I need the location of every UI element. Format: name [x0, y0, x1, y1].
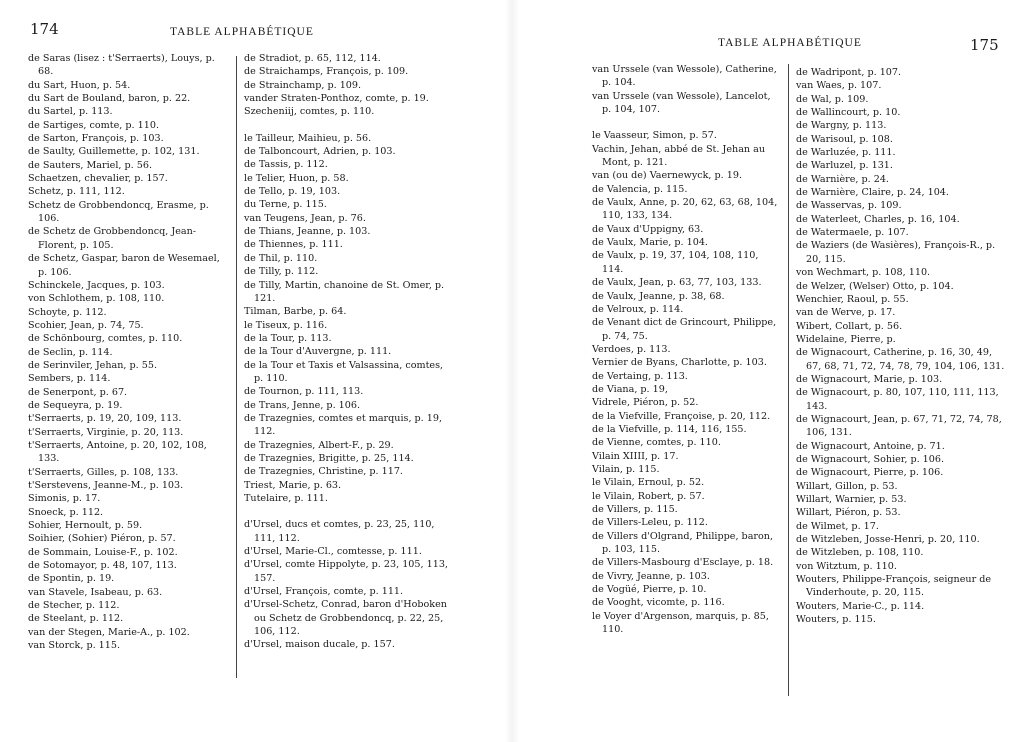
index-entry: de Warluzel, p. 131.: [796, 160, 893, 172]
page-number: 174: [30, 20, 59, 38]
index-entry: de Viana, p. 19,: [592, 383, 668, 395]
index-entry: de Saras (lisez : t'Serraerts), Louys, p. 68.: [28, 53, 215, 78]
index-entry: d'Ursel, comte Hippolyte, p. 23, 105, 113, 157.: [244, 559, 448, 584]
index-entry: de Wignacourt, Pierre, p. 106.: [796, 467, 944, 479]
index-entry: d'Ursel, Marie-Cl., comtesse, p. 111.: [244, 546, 422, 558]
index-entry: de Vaux d'Uppigny, 63.: [592, 223, 704, 235]
index-column: [592, 63, 782, 636]
index-entry: le Vilain, Ernoul, p. 52.: [592, 477, 705, 489]
index-column: [796, 66, 1006, 626]
index-entry: de Vivry, Jeanne, p. 103.: [592, 570, 710, 582]
right-page: [512, 0, 1024, 742]
index-entry: de Wignacourt, Sohier, p. 106.: [796, 453, 945, 465]
index-entry: de Venant dict de Grincourt, Philippe, p. 74, 75.: [592, 317, 777, 342]
index-entry: Wouters, Marie-C., p. 114.: [796, 600, 925, 612]
index-entry: Scohier, Jean, p. 74, 75.: [28, 319, 144, 331]
index-entry: du Terne, p. 115.: [244, 199, 327, 211]
index-entry: de Straichamps, François, p. 109.: [244, 66, 409, 78]
index-entry: Willart, Gillon, p. 53.: [796, 480, 898, 492]
index-entry: de Vaulx, Marie, p. 104.: [592, 237, 708, 249]
index-entry: Vilain XIIII, p. 17.: [592, 450, 679, 462]
index-entry: Soihier, (Sohier) Piéron, p. 57.: [28, 533, 176, 545]
index-entry: le Vaasseur, Simon, p. 57.: [592, 130, 717, 142]
index-entry: le Voyer d'Argenson, marquis, p. 85, 110.: [592, 610, 769, 636]
index-entry: de Trazegnies, comtes et marquis, p. 19, 112.: [244, 412, 443, 438]
index-column: [28, 52, 226, 652]
index-entry: de la Tour d'Auvergne, p. 111.: [244, 346, 392, 358]
index-entry: de Thians, Jeanne, p. 103.: [244, 226, 371, 238]
index-entry: de Thiennes, p. 111.: [244, 239, 343, 251]
index-entry: de Schönbourg, comtes, p. 110.: [28, 333, 183, 345]
index-entry: de Strainchamp, p. 109.: [244, 79, 362, 91]
index-entry: de Sartiges, comte, p. 110.: [28, 119, 159, 131]
index-entry: de Steelant, p. 112.: [28, 613, 124, 625]
index-entry: de Vaulx, Jeanne, p. 38, 68.: [592, 290, 725, 302]
index-entry: de la Viefville, p. 114, 116, 155.: [592, 423, 747, 435]
index-entry: de Warnière, p. 24.: [796, 173, 889, 185]
index-entry: de Thil, p. 110.: [244, 252, 318, 264]
index-entry: de Waterleet, Charles, p. 16, 104.: [796, 213, 960, 225]
index-entry: d'Ursel, maison ducale, p. 157.: [244, 639, 395, 651]
index-entry: du Sartel, p. 113.: [28, 106, 113, 118]
index-entry: de Saulty, Guillemette, p. 102, 131.: [28, 146, 200, 158]
index-entry: de Velroux, p. 114.: [592, 303, 684, 315]
index-entry: van der Stegen, Marie-A., p. 102.: [28, 626, 190, 638]
index-entry: Vidrele, Piéron, p. 52.: [592, 397, 699, 409]
index-entry: Simonis, p. 17.: [28, 493, 101, 505]
index-entry: de Sotomayor, p. 48, 107, 113.: [28, 560, 177, 572]
index-entry: Triest, Marie, p. 63.: [244, 479, 342, 491]
column-rule: [788, 64, 789, 696]
index-entry: t'Serraerts, Virginie, p. 20, 113.: [28, 426, 184, 438]
index-entry: de Sauters, Mariel, p. 56.: [28, 159, 153, 171]
index-entry: Willart, Warnier, p. 53.: [796, 494, 907, 505]
index-entry: Tilman, Barbe, p. 64.: [244, 306, 347, 318]
index-entry: de Wargny, p. 113.: [796, 120, 887, 132]
index-entry: de Vienne, comtes, p. 110.: [592, 437, 721, 449]
index-entry: t'Serraerts, Gilles, p. 108, 133.: [28, 466, 179, 478]
index-entry: de Villers d'Olgrand, Philippe, baron, p. 103, 115.: [592, 530, 773, 556]
index-entry: von Schlothem, p. 108, 110.: [28, 293, 165, 305]
index-entry: de Stecher, p. 112.: [28, 600, 120, 612]
index-entry: de Witzleben, Josse-Henri, p. 20, 110.: [796, 534, 980, 546]
index-entry: van (ou de) Vaernewyck, p. 19.: [592, 170, 743, 182]
index-entry: de Vaulx, p. 19, 37, 104, 108, 110, 114.: [592, 250, 759, 275]
index-entry: Vilain, p. 115.: [592, 463, 660, 475]
index-entry: Widelaine, Pierre, p.: [796, 333, 896, 345]
index-entry: de la Tour et Taxis et Valsassina, comtes, p. 110.: [244, 359, 444, 384]
index-entry: van Waes, p. 107.: [796, 80, 882, 92]
index-entry: Verdoes, p. 113.: [592, 343, 671, 355]
index-entry: de Wadripont, p. 107.: [796, 67, 902, 78]
index-entry: Schoyte, p. 112.: [28, 306, 107, 318]
index-entry: de Watermaele, p. 107.: [796, 227, 909, 239]
index-entry: de Waziers (de Wasières), François-R., p. 20, 115.: [796, 240, 996, 265]
index-entry: de Trazegnies, Christine, p. 117.: [244, 466, 403, 478]
index-entry: de Witzleben, p. 108, 110.: [796, 547, 924, 559]
index-entry: de Vertaing, p. 113.: [592, 370, 688, 382]
index-entry: d'Ursel, François, comte, p. 111.: [244, 586, 404, 598]
index-entry: de Warisoul, p. 108.: [796, 133, 893, 145]
index-entry: de Vooght, vicomte, p. 116.: [592, 597, 725, 609]
index-entry: Schetz, p. 111, 112.: [28, 186, 125, 198]
index-entry: de Vogüé, Pierre, p. 10.: [592, 584, 707, 596]
index-entry: de Spontin, p. 19.: [28, 573, 115, 585]
index-entry: van Storck, p. 115.: [28, 640, 121, 652]
index-entry: von Wechmart, p. 108, 110.: [796, 267, 931, 279]
index-entry: d'Ursel, ducs et comtes, p. 23, 25, 110, 111, 112.: [244, 519, 435, 544]
index-entry: Wouters, Philippe-François, seigneur de Vinderhoute, p. 20, 115.: [796, 574, 992, 599]
index-entry: de Wignacourt, Jean, p. 67, 71, 72, 74, 78, 106, 131.: [796, 413, 1002, 439]
index-entry: de Tilly, Martin, chanoine de St. Omer, p. 121.: [244, 279, 445, 304]
index-entry: de Warnière, Claire, p. 24, 104.: [796, 187, 949, 199]
index-entry: de Welzer, (Welser) Otto, p. 104.: [796, 280, 954, 292]
index-entry: Snoeck, p. 112.: [28, 506, 104, 518]
index-entry: de Sarton, François, p. 103.: [28, 133, 164, 145]
index-entry: de Trazegnies, Albert-F., p. 29.: [244, 439, 394, 451]
index-entry: de Vaulx, Jean, p. 63, 77, 103, 133.: [592, 277, 762, 289]
index-entry: du Sart de Bouland, baron, p. 22.: [28, 93, 191, 105]
index-entry: van Urssele (van Wessole), Catherine, p. 104.: [592, 64, 777, 89]
index-entry: van Urssele (van Wessole), Lancelot, p. 104, 107.: [592, 90, 771, 116]
index-entry: Schinckele, Jacques, p. 103.: [28, 279, 165, 291]
index-entry: d'Ursel-Schetz, Conrad, baron d'Hoboken ou Schetz de Grobbendoncq, p. 22, 25, 106, 112.: [244, 599, 447, 638]
index-entry: de Seclin, p. 114.: [28, 346, 113, 358]
index-entry: von Witztum, p. 110.: [796, 560, 897, 572]
index-entry: de Schetz, Gaspar, baron de Wesemael, p. 106.: [28, 253, 220, 278]
index-entry: de Wignacourt, Marie, p. 103.: [796, 373, 943, 385]
index-entry: Szecheniij, comtes, p. 110.: [244, 106, 375, 118]
index-entry: de Villers-Masbourg d'Esclaye, p. 18.: [592, 557, 774, 569]
index-entry: van Teugens, Jean, p. 76.: [244, 212, 366, 224]
index-entry: de Villers, p. 115.: [592, 504, 678, 515]
index-entry: de Schetz de Grobbendoncq, Jean-Florent, p. 105.: [28, 226, 197, 251]
index-entry: Wenchier, Raoul, p. 55.: [796, 293, 909, 305]
running-title: TABLE ALPHABÉTIQUE: [170, 26, 314, 38]
index-entry: le Telier, Huon, p. 58.: [244, 172, 349, 184]
index-entry: de Senerpont, p. 67.: [28, 386, 128, 398]
running-title: TABLE ALPHABÉTIQUE: [718, 37, 862, 49]
index-entry: de Wasservas, p. 109.: [796, 200, 902, 212]
index-entry: de Serinviler, Jehan, p. 55.: [28, 359, 158, 371]
index-entry: le Vilain, Robert, p. 57.: [592, 490, 705, 502]
index-entry: de Warluzée, p. 111.: [796, 147, 896, 159]
index-entry: de Trazegnies, Brigitte, p. 25, 114.: [244, 452, 414, 464]
index-entry: de Villers-Leleu, p. 112.: [592, 517, 708, 529]
index-entry: de Wilmet, p. 17.: [796, 520, 879, 532]
index-entry: de Tello, p. 19, 103.: [244, 186, 341, 198]
index-entry: de Wignacourt, p. 80, 107, 110, 111, 113, 143.: [796, 387, 999, 412]
index-entry: Willart, Piéron, p. 53.: [796, 507, 901, 519]
index-entry: Wouters, p. 115.: [796, 614, 876, 626]
index-entry: Schetz de Grobbendoncq, Erasme, p. 106.: [28, 199, 209, 225]
index-entry: le Tailleur, Maihieu, p. 56.: [244, 132, 372, 144]
index-entry: de Tilly, p. 112.: [244, 266, 319, 278]
index-entry: de Stradiot, p. 65, 112, 114.: [244, 53, 381, 64]
index-entry: t'Serraerts, p. 19, 20, 109, 113.: [28, 413, 182, 425]
index-entry: de Trans, Jenne, p. 106.: [244, 399, 361, 411]
index-entry: Tutelaire, p. 111.: [244, 493, 328, 504]
index-entry: de Talboncourt, Adrien, p. 103.: [244, 146, 396, 158]
index-entry: de Valencia, p. 115.: [592, 183, 688, 195]
index-entry: Vernier de Byans, Charlotte, p. 103.: [592, 357, 767, 369]
index-entry: le Tiseux, p. 116.: [244, 319, 328, 331]
index-entry: de Sommain, Louise-F., p. 102.: [28, 546, 178, 558]
index-entry: van Stavele, Isabeau, p. 63.: [28, 586, 163, 598]
index-entry: de la Tour, p. 113.: [244, 332, 332, 344]
column-rule: [236, 56, 237, 678]
page-number: 175: [970, 36, 999, 54]
index-entry: Schaetzen, chevalier, p. 157.: [28, 173, 168, 185]
index-entry: de Sequeyra, p. 19.: [28, 399, 123, 411]
index-entry: t'Serraerts, Antoine, p. 20, 102, 108, 133.: [28, 439, 207, 465]
index-entry: de Tassis, p. 112.: [244, 159, 328, 171]
index-entry: de la Viefville, Françoise, p. 20, 112.: [592, 410, 771, 422]
index-entry: de Vaulx, Anne, p. 20, 62, 63, 68, 104, 110, 133, 134.: [592, 197, 778, 222]
index-entry: Sembers, p. 114.: [28, 373, 111, 385]
index-entry: Vachin, Jehan, abbé de St. Jehan au Mont, p. 121.: [592, 143, 766, 169]
index-entry: de Wal, p. 109.: [796, 93, 869, 105]
index-entry: de Wallincourt, p. 10.: [796, 107, 901, 119]
index-column: [244, 52, 454, 652]
index-entry: Sohier, Hernoult, p. 59.: [28, 520, 143, 532]
index-entry: de Wignacourt, Antoine, p. 71.: [796, 440, 945, 452]
index-entry: van de Werve, p. 17.: [796, 307, 896, 319]
index-entry: du Sart, Huon, p. 54.: [28, 79, 131, 91]
index-entry: Wibert, Collart, p. 56.: [796, 320, 903, 332]
index-entry: de Tournon, p. 111, 113.: [244, 386, 364, 398]
index-entry: de Wignacourt, Catherine, p. 16, 30, 49, 67, 68, 71, 72, 74, 78, 79, 104, 106, 131.: [796, 347, 1005, 372]
index-entry: vander Straten-Ponthoz, comte, p. 19.: [244, 93, 429, 105]
index-entry: t'Serstevens, Jeanne-M., p. 103.: [28, 480, 184, 491]
